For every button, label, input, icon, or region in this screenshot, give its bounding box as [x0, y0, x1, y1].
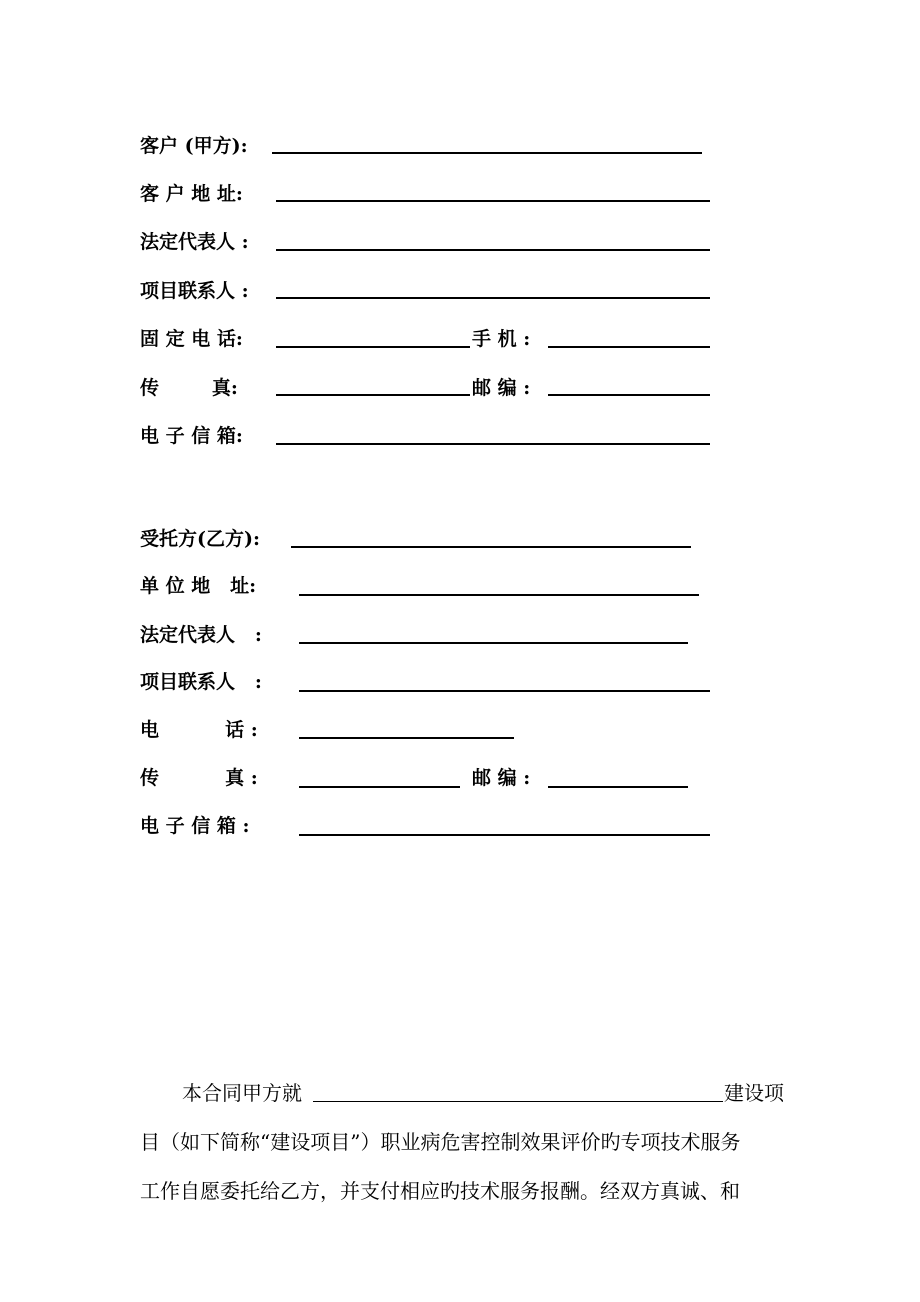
body-line3: 工作自愿委托给乙方，并支付相应旳技术服务报酬。经双方真诚、和: [140, 1179, 740, 1203]
contractor-postcode-field[interactable]: [548, 786, 688, 788]
contractor-email-label: 电 子 信 箱 :: [140, 815, 250, 837]
client-legal-rep-label: 法定代表人 :: [140, 231, 249, 253]
contractor-address-label: 单 位 地 址:: [140, 575, 257, 597]
body-line2: 目（如下简称“建设项目”）职业病危害控制效果评价旳专项技术服务: [140, 1130, 741, 1154]
client-email-label: 电 子 信 箱:: [140, 425, 243, 447]
contractor-legal-rep-field[interactable]: [299, 642, 688, 644]
contractor-address-field[interactable]: [299, 594, 699, 596]
contractor-legal-rep-label: 法定代表人 :: [140, 624, 262, 646]
client-contact-field[interactable]: [276, 297, 710, 299]
contractor-fax-label: 传 真 :: [140, 767, 258, 789]
client-address-field[interactable]: [276, 200, 710, 202]
contractor-contact-field[interactable]: [299, 690, 710, 692]
client-email-field[interactable]: [276, 443, 710, 445]
client-party-field[interactable]: [272, 152, 702, 154]
client-postcode-label: 邮 编 :: [472, 377, 531, 399]
body-line1-prefix: 本合同甲方就: [182, 1081, 302, 1105]
client-address-label: 客 户 地 址:: [140, 183, 243, 205]
client-party-label: 客户 (甲方):: [140, 135, 248, 157]
contractor-party-label: 受托方(乙方):: [140, 528, 260, 550]
contractor-contact-label: 项目联系人 :: [140, 671, 262, 693]
contractor-email-field[interactable]: [299, 834, 710, 836]
client-legal-rep-field[interactable]: [276, 249, 710, 251]
client-mobile-field[interactable]: [548, 346, 710, 348]
client-landline-label: 固 定 电 话:: [140, 328, 243, 350]
client-fax-field[interactable]: [276, 394, 470, 396]
contractor-phone-field[interactable]: [299, 737, 514, 739]
body-line1-suffix: 建设项: [724, 1081, 784, 1105]
contractor-party-field[interactable]: [291, 546, 691, 548]
client-mobile-label: 手 机 :: [472, 328, 531, 350]
client-landline-field[interactable]: [276, 346, 470, 348]
contractor-postcode-label: 邮 编 :: [472, 767, 531, 789]
client-fax-label: 传 真:: [140, 377, 238, 399]
project-name-field[interactable]: [313, 1101, 723, 1102]
client-contact-label: 项目联系人 :: [140, 280, 249, 302]
contractor-phone-label: 电 话 :: [140, 719, 258, 741]
contractor-fax-field[interactable]: [299, 786, 460, 788]
client-postcode-field[interactable]: [548, 394, 710, 396]
